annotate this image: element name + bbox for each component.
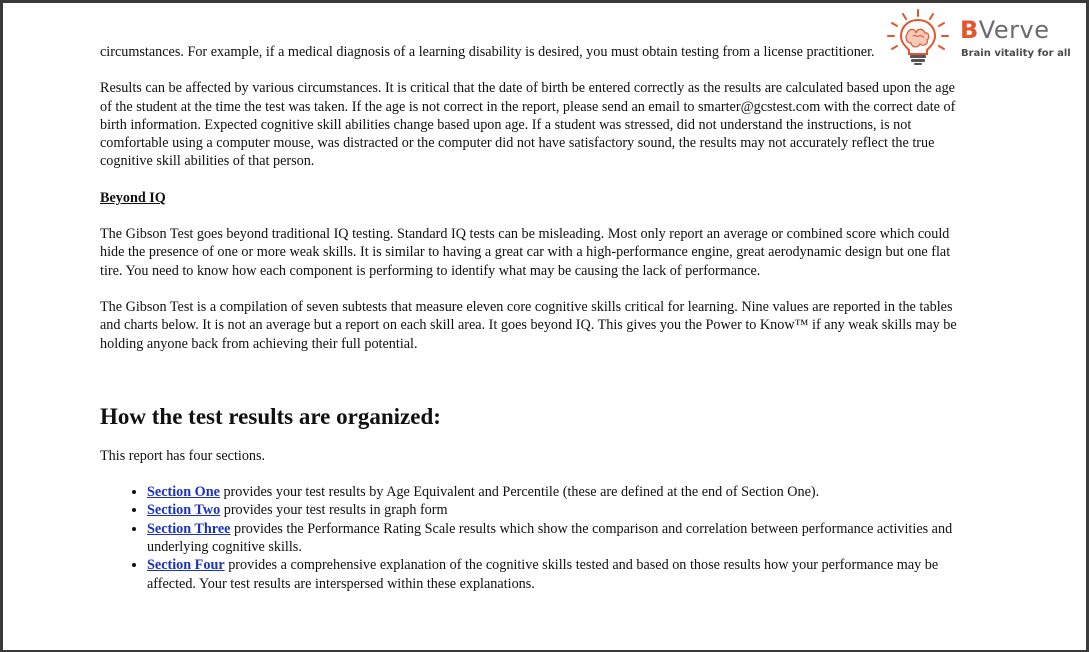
section-three-description: provides the Performance Rating Scale results which show the comparison and correlation between performance activities and underlying cognitive skills. [147, 520, 953, 556]
sections-list [100, 483, 960, 593]
section-four-description: provides a comprehensive explanation of the cognitive skills tested and based on those results how your performance may be affected. Your test results are interspersed within these explanations. [147, 557, 939, 592]
paragraph-gibson-compilation: The Gibson Test is a compilation of seven subtests that measure eleven core cognitive skills critical for learning. Nine values are reported in the tables and charts below. It is not an average but a report on each skill area. It goes beyond IQ. This gives you the Power to Know™ if any weak skills may be holding anyone back from achieving their full potential. [100, 298, 957, 352]
brand-tagline: Brain vitality for all [961, 48, 1071, 59]
brand-name: BVerve [960, 16, 1050, 44]
section-four-link[interactable]: Section Four [147, 557, 225, 574]
section-three-link[interactable]: Section Three [147, 520, 231, 537]
section-two-description: provides your test results in graph form [220, 502, 448, 519]
section-one-link[interactable]: Section One [147, 484, 220, 501]
list-item [147, 501, 960, 519]
list-item [147, 520, 960, 557]
list-item [147, 483, 960, 501]
paragraph-intro-sections: This report has four sections. [100, 447, 266, 464]
heading-beyond-iq: Beyond IQ [100, 189, 166, 206]
list-item [147, 556, 960, 593]
paragraph-results-affected: Results can be affected by various circumstances. It is critical that the date of birth be entered correctly as the results are calculated based upon the age of the student at the time the test was taken. If the age is not correct in the report, please send an email to smarter@gcstest.com with the correct date of birth information. Expected cognitive skill abilities change based upon age. If a student was stressed, did not understand the instructions, is not comfortable using a computer mouse, was distracted or the computer did not have satisfactory sound, the results may not accurately reflect the true cognitive skill abilities of that person. [100, 80, 956, 170]
section-two-link[interactable]: Section Two [147, 502, 221, 519]
paragraph-circumstances: circumstances. For example, if a medical diagnosis of a learning disability is desired, you must obtain testing from a license practitioner. [100, 44, 875, 60]
paragraph-beyond-iq: The Gibson Test goes beyond traditional IQ testing. Standard IQ tests can be misleading. Most only report an average or combined score which could hide the presence of one or more weak skills. It is similar to having a great car with a high-performance engine, great aerodynamic design but one flat tire. You need to know how each component is performing to identify what may be causing the lack of performance. [100, 226, 951, 279]
heading-results-organized: How the test results are organized: [100, 403, 441, 429]
section-one-description: provides your test results by Age Equivalent and Percentile (these are defined at the end of Section One). [219, 484, 820, 501]
document-body [100, 43, 960, 593]
